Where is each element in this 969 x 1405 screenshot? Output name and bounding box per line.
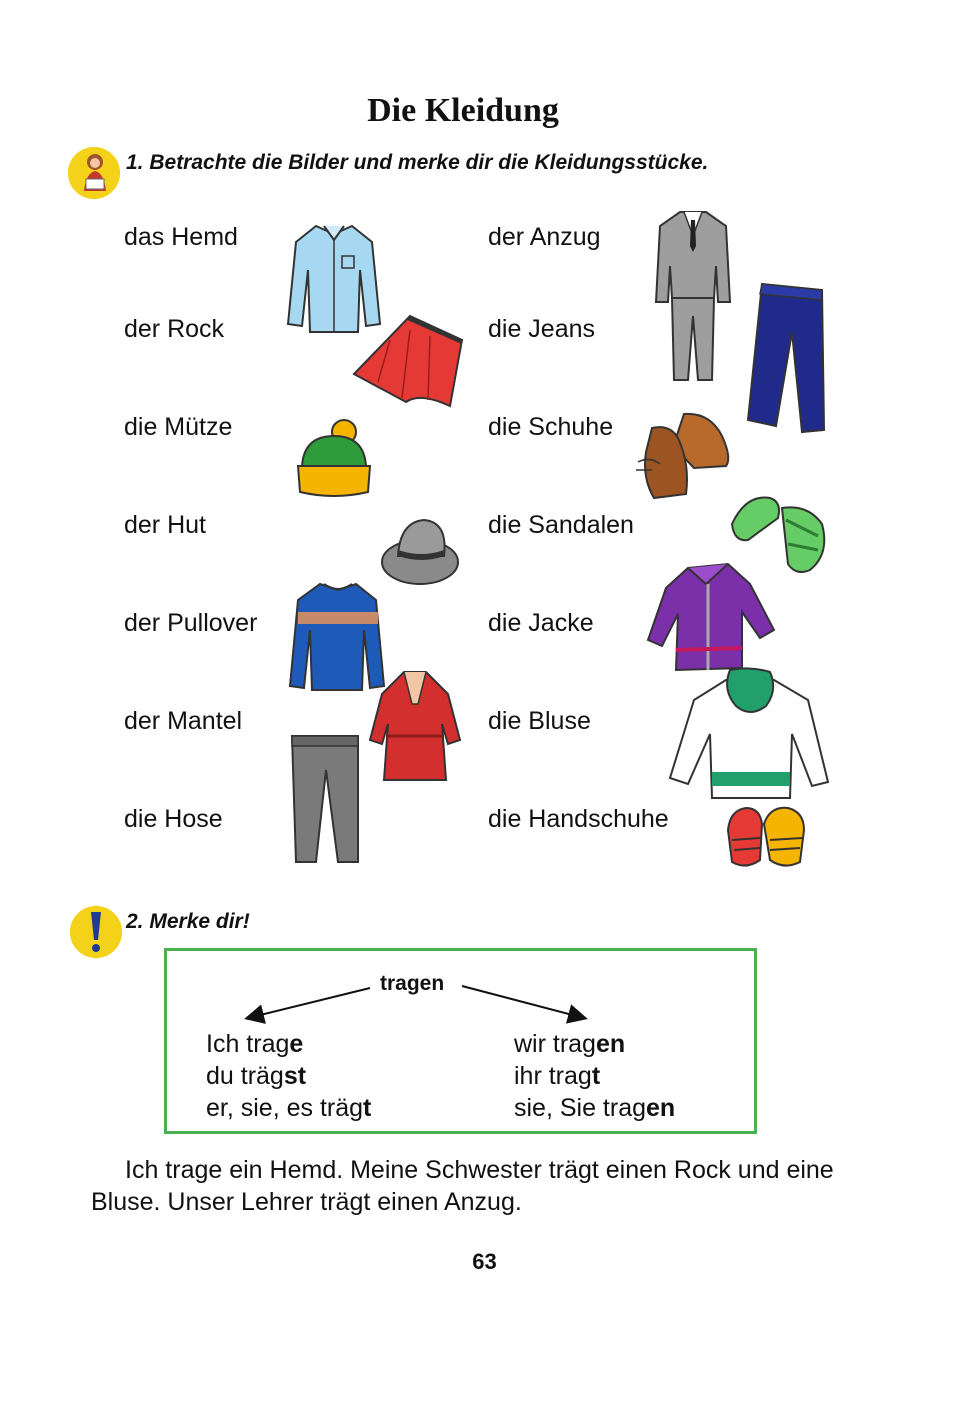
vocab-der-mantel: der Mantel bbox=[124, 707, 243, 735]
shoes-icon bbox=[630, 408, 732, 502]
vocab-die-sandalen: die Sandalen bbox=[488, 511, 634, 539]
girl-reading-icon bbox=[68, 147, 120, 199]
conjugation-left bbox=[206, 1028, 371, 1124]
skirt-icon bbox=[350, 310, 470, 410]
exercise-2-heading: 2. Merke dir! bbox=[126, 910, 250, 933]
coat-icon bbox=[366, 664, 464, 784]
page-number: 63 bbox=[472, 1249, 497, 1274]
vocab-der-pullover: der Pullover bbox=[124, 609, 258, 637]
vocab-der-rock: der Rock bbox=[124, 315, 225, 343]
conj-row-er: er, sie, es trägt bbox=[206, 1094, 372, 1122]
vocab-die-bluse: die Bluse bbox=[488, 707, 591, 735]
page-title: Die Kleidung bbox=[367, 92, 559, 129]
vocab-die-hose: die Hose bbox=[124, 805, 223, 833]
conj-row-wir: wir tragen bbox=[514, 1030, 626, 1058]
vocab-das-hemd: das Hemd bbox=[124, 223, 238, 251]
conjugation-right bbox=[514, 1028, 675, 1124]
conj-row-ich: Ich trage bbox=[206, 1030, 304, 1058]
hat-icon bbox=[378, 512, 462, 588]
conj-row-sie: sie, Sie tragen bbox=[514, 1094, 676, 1122]
suit-icon bbox=[654, 206, 732, 384]
conj-row-ihr: ihr tragt bbox=[514, 1062, 601, 1090]
conj-row-du: du trägst bbox=[206, 1062, 307, 1090]
jeans-icon bbox=[744, 280, 828, 434]
exclamation-icon bbox=[70, 906, 122, 958]
vocab-der-hut: der Hut bbox=[124, 511, 206, 539]
beanie-icon bbox=[294, 418, 374, 498]
example-paragraph-text: Ich trage ein Hemd. Meine Schwester trägt einen Rock und eine Bluse. Unser Lehrer trägt einen Anzug. bbox=[91, 1156, 834, 1216]
blouse-icon bbox=[666, 664, 832, 804]
vocab-die-jacke: die Jacke bbox=[488, 609, 594, 637]
trousers-icon bbox=[288, 730, 362, 866]
jacket-icon bbox=[646, 560, 778, 676]
vocab-die-jeans: die Jeans bbox=[488, 315, 596, 343]
vocab-die-handschuhe: die Handschuhe bbox=[488, 805, 669, 833]
conjugation-verb: tragen bbox=[380, 972, 445, 995]
exercise-1-heading: 1. Betrachte die Bilder und merke dir die Kleidungsstücke. bbox=[126, 151, 709, 174]
example-paragraph bbox=[91, 1154, 851, 1218]
gloves-icon bbox=[720, 800, 812, 872]
vocab-der-anzug: der Anzug bbox=[488, 223, 601, 251]
vocab-die-muetze: die Mütze bbox=[124, 413, 233, 441]
vocab-die-schuhe: die Schuhe bbox=[488, 413, 614, 441]
arrows-icon bbox=[236, 976, 596, 1026]
